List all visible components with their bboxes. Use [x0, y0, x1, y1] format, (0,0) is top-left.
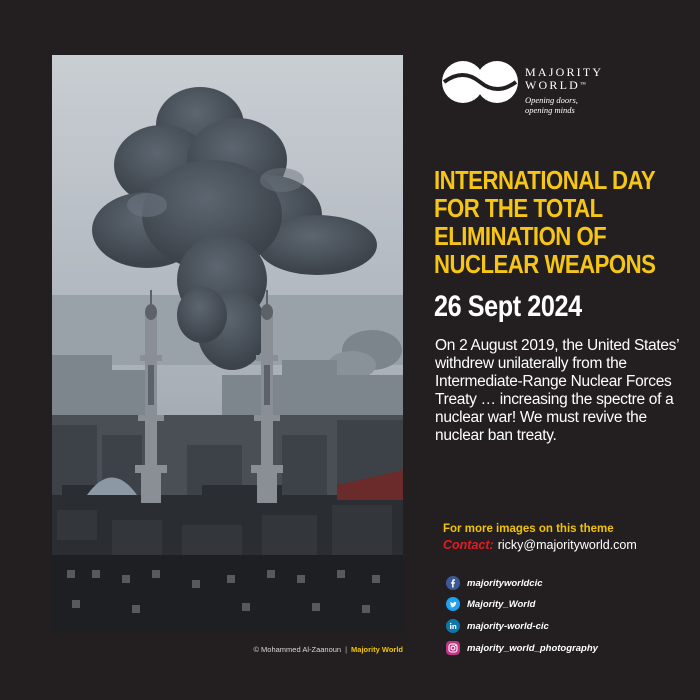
- social-instagram[interactable]: [446, 640, 686, 656]
- linkedin-handle: majority-world-cic: [467, 620, 549, 632]
- logo-tagline-line1: Opening doors,: [525, 95, 578, 105]
- headline-line3: ELIMINATION OF: [434, 223, 607, 251]
- social-facebook[interactable]: [446, 575, 686, 591]
- logo-trademark: ™: [580, 82, 586, 88]
- headline-line4: NUCLEAR WEAPONS: [434, 251, 656, 279]
- instagram-icon: [446, 641, 460, 655]
- facebook-icon: [446, 576, 460, 590]
- logo-brand-line1: MAJORITY: [525, 65, 604, 79]
- contact-email[interactable]: ricky@majorityworld.com: [497, 538, 637, 552]
- event-date: 26 Sept 2024: [434, 290, 582, 323]
- logo-brand-line2: WORLD: [525, 78, 580, 92]
- headline-line2: FOR THE TOTAL: [434, 195, 603, 223]
- photo-credit: [52, 645, 403, 654]
- contact-label: Contact:: [443, 538, 494, 552]
- headline-line1: INTERNATIONAL DAY: [434, 167, 656, 195]
- photographer-credit: © Mohammed Al-Zaanoun: [253, 645, 342, 654]
- twitter-handle: Majority_World: [467, 598, 536, 610]
- contact-line: [443, 538, 637, 552]
- logo-brand: [525, 66, 603, 92]
- social-linkedin[interactable]: [446, 618, 686, 634]
- logo-icon: [441, 60, 521, 104]
- body-text: On 2 August 2019, the United States’ withdrew unilaterally from the Intermediate-Range Nuclear Forces Treaty … increasing the spectre of a nuclear war! We must revive the nuclear ban treaty.: [435, 337, 679, 444]
- logo-tagline-line2: opening minds: [525, 104, 575, 115]
- facebook-handle: majorityworldcic: [467, 577, 543, 589]
- main-photo: [52, 55, 403, 632]
- more-images-text: For more images on this theme: [443, 523, 614, 535]
- majority-world-logo: [441, 60, 671, 120]
- agency-credit: Majority World: [351, 645, 403, 654]
- linkedin-icon: [446, 619, 460, 633]
- instagram-handle: majority_world_photography: [467, 642, 598, 654]
- credit-separator: |: [345, 645, 348, 654]
- headline: [434, 167, 662, 279]
- logo-tagline: [525, 96, 578, 115]
- social-twitter[interactable]: [446, 596, 686, 612]
- twitter-icon: [446, 597, 460, 611]
